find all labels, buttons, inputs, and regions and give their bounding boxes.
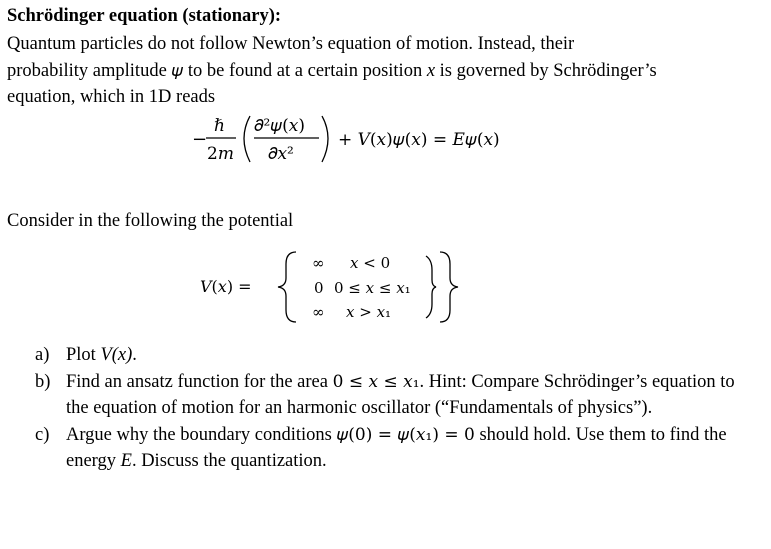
potential-row-2-value: 0 (314, 279, 324, 297)
task-text: Plot (66, 345, 101, 365)
intro-text-1: Quantum particles do not follow Newton’s equation of motion. Instead, their probability amplitude (7, 34, 575, 81)
potential-right-brace (426, 256, 436, 318)
task-text-end: . Discuss the quantization. (131, 451, 327, 471)
intro-text-3: is governed by Schrödinger’s equation, which in 1D reads (7, 60, 657, 107)
task-text-end: . (132, 345, 137, 365)
task-c (7, 422, 747, 475)
eq-minus: − (192, 129, 208, 150)
section-title: Schrödinger equation (stationary): (7, 6, 282, 26)
task-label: a) (35, 345, 50, 365)
potential-lhs: 𝑉(𝑥) = (200, 277, 252, 296)
task-math: 0 ≤ 𝑥 ≤ 𝑥₁ (332, 371, 420, 392)
potential-right-curly (440, 252, 458, 322)
eq-left-paren (244, 116, 250, 162)
intro-paragraph (7, 31, 657, 111)
task-a (7, 342, 747, 369)
potential-row-3-value: ∞ (312, 303, 325, 321)
x-variable: x (426, 60, 436, 81)
potential-equation (200, 246, 470, 326)
task-label: b) (35, 371, 51, 392)
potential-row-2-condition: 0 ≤ 𝑥 ≤ 𝑥₁ (334, 279, 411, 297)
potential-row-1-condition: 𝑥 < 0 (350, 254, 391, 272)
eq-right-paren (322, 116, 328, 162)
task-text: Argue why the boundary conditions (66, 424, 337, 445)
task-label: c) (35, 424, 50, 445)
task-text: Find an ansatz function for the area (66, 371, 333, 392)
task-b (7, 369, 747, 422)
eq-rest: + 𝑉(𝑥)𝜓(𝑥) = 𝐸𝜓(𝑥) (338, 130, 500, 150)
task-emphasis: E (120, 451, 132, 471)
intro-text-2: to be found at a certain position (183, 60, 427, 81)
consider-text: Consider in the following the potential (7, 211, 294, 231)
schrodinger-equation (192, 108, 532, 168)
potential-left-brace (278, 252, 296, 322)
eq-d2psi: 𝜕²𝜓(𝑥) (254, 116, 305, 136)
task-list (7, 342, 747, 475)
task-text-end: . Hint: Compare Schrödinger’s equation to the equation of motion for an harmonic oscillator (“Fundamentals of physics”). (66, 371, 735, 418)
psi-symbol: 𝜓 (171, 60, 184, 81)
task-text-mid: should hold. Use them to find the energy (66, 424, 727, 471)
eq-hbar: ℏ (214, 116, 225, 136)
potential-row-3-condition: 𝑥 > 𝑥₁ (346, 303, 392, 321)
potential-row-1-value: ∞ (312, 254, 325, 272)
eq-two-m: 2𝑚 (207, 144, 234, 164)
eq-dx2: 𝜕𝑥² (268, 144, 294, 164)
task-emphasis: V(x) (100, 345, 133, 365)
task-math: 𝜓(0) = 𝜓(𝑥₁) = 0 (336, 424, 475, 445)
